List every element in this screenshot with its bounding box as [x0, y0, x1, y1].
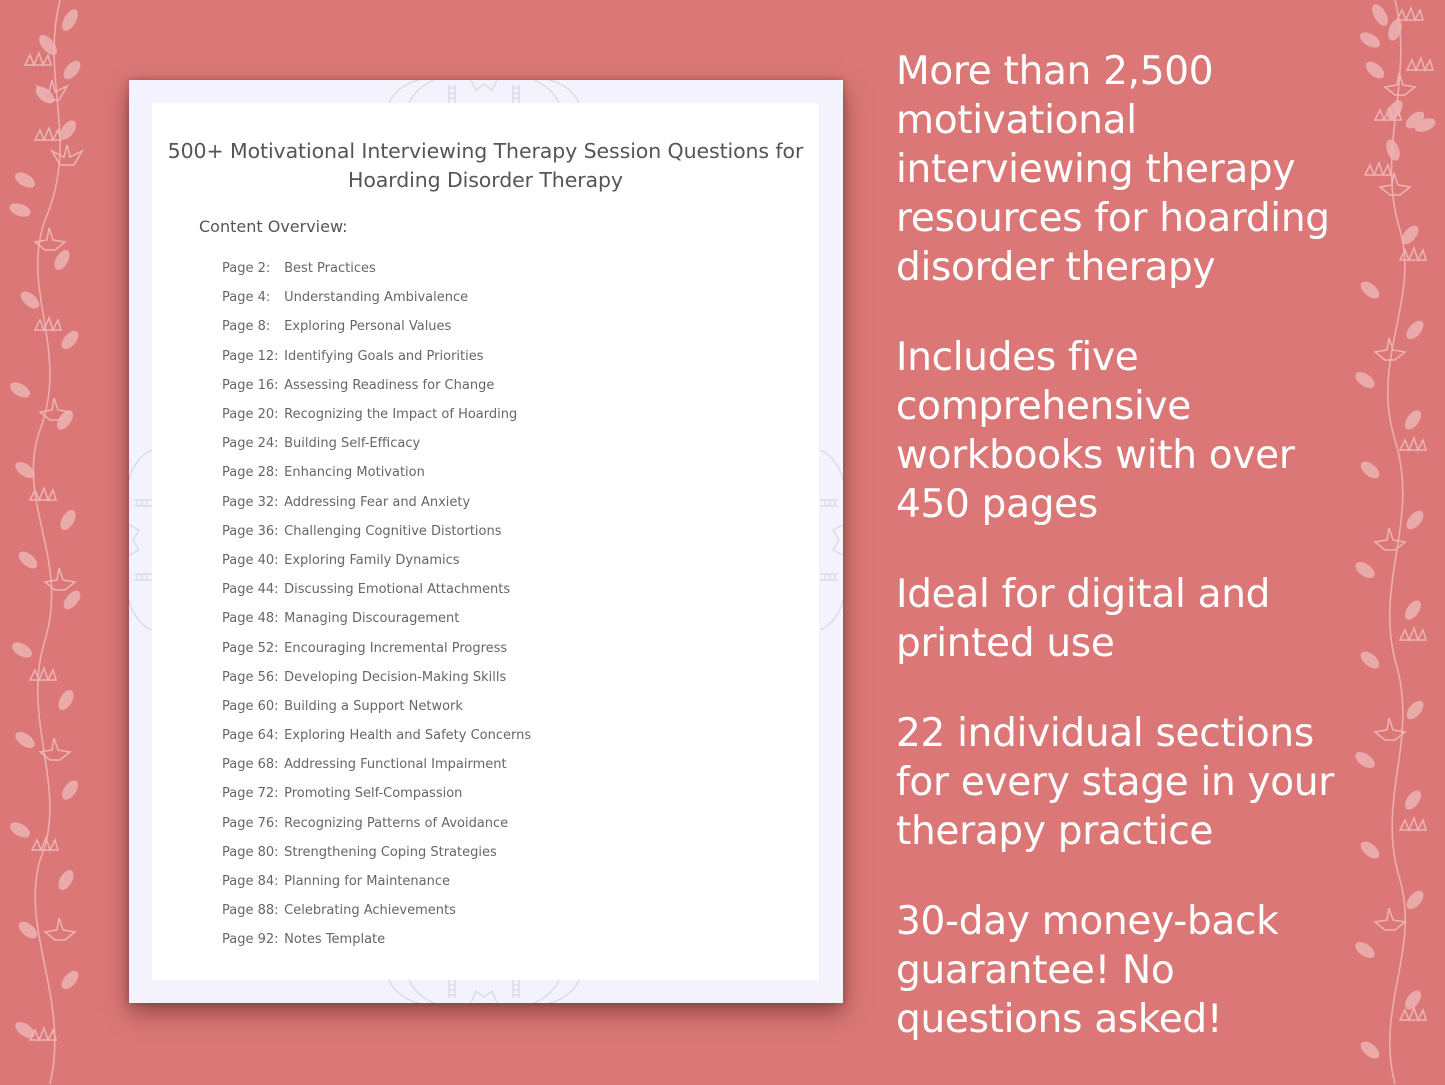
feature-item-resources-count: [896, 47, 1416, 292]
toc-page-number: Page 36:: [222, 523, 279, 539]
content-overview-label: Content Overview:: [199, 217, 348, 236]
toc-page-number: Page 2:: [222, 261, 271, 277]
toc-page-number: Page 64:: [222, 728, 279, 744]
toc-title: Planning for Maintenance: [284, 874, 450, 890]
feature-line: motivational: [896, 98, 1137, 143]
toc-item: [222, 896, 531, 925]
toc-page-number: Page 52:: [222, 640, 279, 656]
toc-item: [222, 342, 531, 371]
feature-line: therapy practice: [896, 809, 1214, 854]
feature-line: Ideal for digital and: [896, 572, 1271, 617]
toc-title: Exploring Personal Values: [284, 319, 452, 335]
toc-page-number: Page 68:: [222, 757, 279, 773]
toc-title: Encouraging Incremental Progress: [284, 640, 508, 656]
document-content-area: [152, 103, 819, 980]
toc-title: Recognizing Patterns of Avoidance: [284, 815, 509, 831]
toc-item: [222, 575, 531, 604]
toc-page-number: Page 8:: [222, 319, 271, 335]
document-title-line-2: Hoarding Disorder Therapy: [348, 168, 623, 192]
toc-item: [222, 750, 531, 779]
mandala-ornament-bottom: [379, 980, 589, 1003]
toc-title: Addressing Fear and Anxiety: [284, 494, 471, 510]
toc-page-number: Page 88:: [222, 903, 279, 919]
toc-item: [222, 458, 531, 487]
document-title: [152, 137, 819, 195]
toc-item: [222, 254, 531, 283]
toc-page-number: Page 28:: [222, 465, 279, 481]
feature-line: interviewing therapy: [896, 147, 1296, 192]
toc-page-number: Page 44:: [222, 582, 279, 598]
toc-page-number: Page 60:: [222, 698, 279, 714]
toc-title: Celebrating Achievements: [284, 903, 456, 919]
feature-line: workbooks with over: [896, 433, 1295, 478]
mandala-ornament-left: [129, 440, 152, 640]
toc-title: Discussing Emotional Attachments: [284, 582, 511, 598]
toc-item: [222, 867, 531, 896]
feature-item-digital-printed: [896, 570, 1416, 668]
toc-title: Addressing Functional Impairment: [284, 757, 507, 773]
toc-page-number: Page 4:: [222, 290, 271, 306]
toc-title: Assessing Readiness for Change: [284, 377, 495, 393]
toc-title: Building Self-Efficacy: [284, 436, 421, 452]
toc-page-number: Page 40:: [222, 552, 279, 568]
toc-page-number: Page 12:: [222, 348, 279, 364]
feature-list: [896, 47, 1416, 1085]
toc-title: Strengthening Coping Strategies: [284, 844, 497, 860]
feature-line: questions asked!: [896, 997, 1223, 1042]
feature-line: 450 pages: [896, 482, 1098, 527]
mandala-ornament-right: [820, 440, 843, 640]
toc-page-number: Page 80:: [222, 844, 279, 860]
toc-page-number: Page 72:: [222, 786, 279, 802]
toc-page-number: Page 48:: [222, 611, 279, 627]
toc-title: Identifying Goals and Priorities: [284, 348, 484, 364]
feature-line: resources for hoarding: [896, 196, 1330, 241]
toc-page-number: Page 20:: [222, 407, 279, 423]
toc-title: Recognizing the Impact of Hoarding: [284, 407, 518, 423]
feature-line: for every stage in your: [896, 760, 1335, 805]
toc-page-number: Page 92:: [222, 932, 279, 948]
document-title-line-1: 500+ Motivational Interviewing Therapy Session Questions for: [167, 139, 804, 163]
feature-item-guarantee: [896, 897, 1416, 1044]
toc-title: Exploring Family Dynamics: [284, 552, 460, 568]
toc-item: [222, 838, 531, 867]
toc-title: Enhancing Motivation: [284, 465, 425, 481]
toc-title: Challenging Cognitive Distortions: [284, 523, 502, 539]
toc-item: [222, 371, 531, 400]
document-preview-page: [129, 80, 843, 1003]
toc-item: [222, 546, 531, 575]
toc-item: [222, 429, 531, 458]
toc-title: Promoting Self-Compassion: [284, 786, 463, 802]
feature-line: Includes five: [896, 335, 1139, 380]
toc-item: [222, 692, 531, 721]
feature-line: 22 individual sections: [896, 711, 1314, 756]
toc-page-number: Page 32:: [222, 494, 279, 510]
toc-title: Notes Template: [284, 932, 386, 948]
toc-item: [222, 809, 531, 838]
feature-line: comprehensive: [896, 384, 1191, 429]
toc-item: [222, 488, 531, 517]
toc-title: Best Practices: [284, 261, 376, 277]
toc-item: [222, 721, 531, 750]
table-of-contents: [222, 254, 531, 955]
toc-item: [222, 633, 531, 662]
toc-page-number: Page 84:: [222, 874, 279, 890]
toc-title: Building a Support Network: [284, 698, 463, 714]
toc-item: [222, 925, 531, 954]
toc-item: [222, 604, 531, 633]
floral-vine-decoration-left: [0, 0, 110, 1084]
toc-item: [222, 779, 531, 808]
toc-item: [222, 312, 531, 341]
toc-title: Understanding Ambivalence: [284, 290, 469, 306]
toc-title: Developing Decision-Making Skills: [284, 669, 507, 685]
toc-page-number: Page 56:: [222, 669, 279, 685]
toc-item: [222, 283, 531, 312]
toc-title: Managing Discouragement: [284, 611, 460, 627]
toc-page-number: Page 76:: [222, 815, 279, 831]
toc-item: [222, 517, 531, 546]
mandala-ornament-top: [379, 80, 589, 103]
feature-item-workbooks: [896, 333, 1416, 529]
feature-line: printed use: [896, 621, 1115, 666]
feature-line: 30-day money-back: [896, 899, 1279, 944]
feature-line: More than 2,500: [896, 49, 1214, 94]
toc-item: [222, 400, 531, 429]
feature-line: disorder therapy: [896, 245, 1216, 290]
toc-page-number: Page 16:: [222, 377, 279, 393]
toc-title: Exploring Health and Safety Concerns: [284, 728, 532, 744]
toc-item: [222, 663, 531, 692]
feature-line: guarantee! No: [896, 948, 1175, 993]
toc-page-number: Page 24:: [222, 436, 279, 452]
feature-item-sections: [896, 709, 1416, 856]
